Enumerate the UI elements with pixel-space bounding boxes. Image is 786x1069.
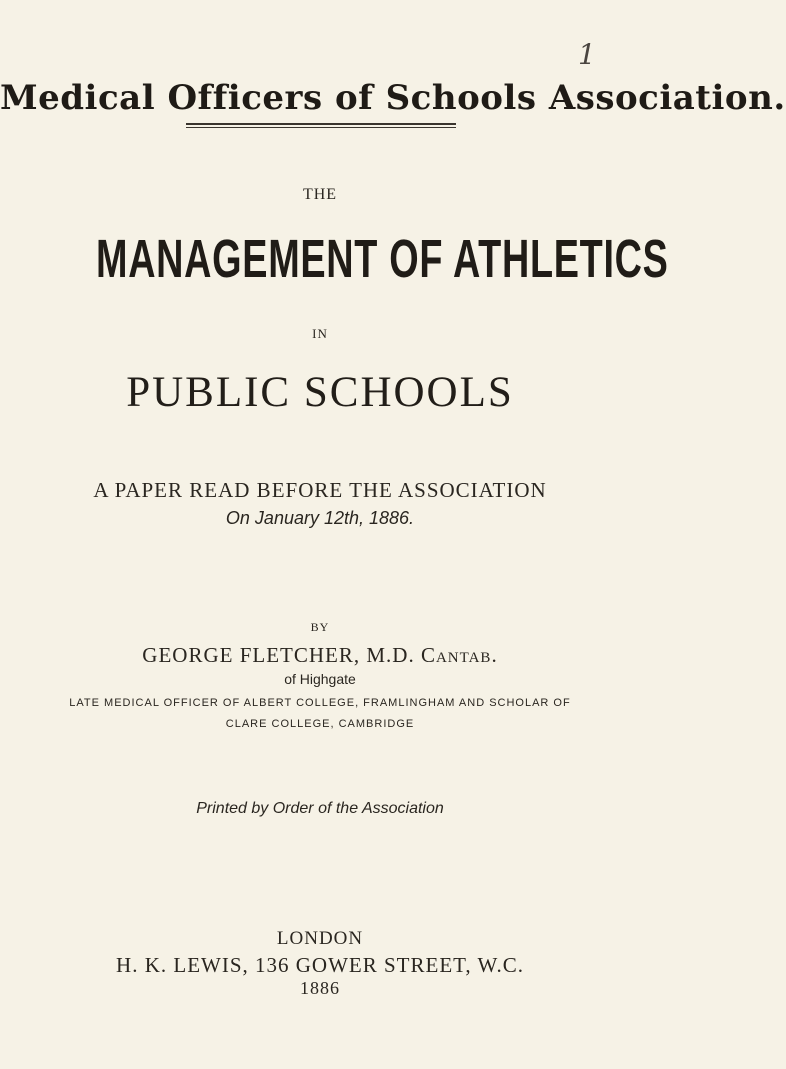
main-title: MANAGEMENT OF ATHLETICS bbox=[96, 229, 669, 289]
author-degree: Cantab. bbox=[420, 643, 498, 667]
author-name: GEORGE FLETCHER, M.D. bbox=[142, 643, 415, 667]
author-location: of Highgate bbox=[284, 671, 356, 687]
author-line bbox=[0, 643, 640, 668]
title-article: THE bbox=[302, 186, 338, 203]
printing-note: Printed by Order of the Association bbox=[196, 800, 444, 817]
by-line: BY bbox=[310, 620, 330, 634]
header-rule-thick bbox=[186, 123, 456, 125]
page-number-marker: 1 bbox=[578, 38, 596, 71]
header-rule-thin bbox=[186, 127, 456, 128]
paper-description: A PAPER READ BEFORE THE ASSOCIATION bbox=[93, 478, 547, 502]
imprint-year: 1886 bbox=[300, 978, 340, 998]
imprint-city: LONDON bbox=[276, 928, 364, 949]
title-preposition: IN bbox=[312, 326, 328, 341]
paper-date: On January 12th, 1886. bbox=[225, 508, 415, 528]
title-subject: PUBLIC SCHOOLS bbox=[126, 369, 514, 416]
author-positions-line-1: LATE MEDICAL OFFICER OF ALBERT COLLEGE, FRAMLINGHAM AND SCHOLAR OF bbox=[69, 697, 571, 709]
author-positions-line-2: CLARE COLLEGE, CAMBRIDGE bbox=[225, 718, 415, 730]
association-header: Medical Officers of Schools Association. bbox=[0, 78, 786, 118]
imprint-publisher: H. K. LEWIS, 136 GOWER STREET, W.C. bbox=[116, 953, 524, 977]
